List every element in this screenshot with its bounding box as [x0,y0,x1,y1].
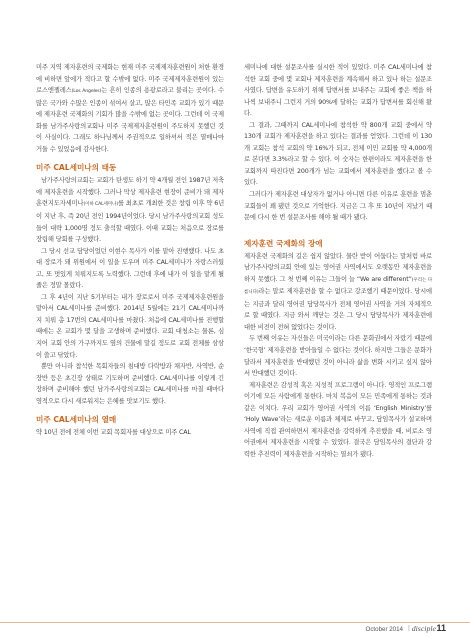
section-heading: 미주 CAL세미나의 열매 [36,415,117,425]
right-column [244,62,432,461]
paragraph: 그 후 4년이 지난 5기부터는 내가 장로로서 미주 국제제자훈련원을 맡아서 CAL세미나를 준비했다. 2014년 5월에는 21기 CAL세미나까지 치뤄 총 17번의 CAL세미나를 마쳤다. 처음에 CAL세미나를 진행할 때에는 온 교회가 몇 달을 고생하며 준비했다. 교회 대청소는 물론, 심지어 교회 안의 가구까지도 옆의 건물에 말길 정도로 교회 전체를 삼삼이 쓸고 닦았다. [36,293,224,359]
issue-date: October 2014 [365,626,403,633]
section-heading: 미주 CAL세미나의 태동 [36,163,117,173]
page-number: 11 [436,623,446,633]
paragraph: 그러다가 제자훈련 대상자가 없거나 아니면 다른 이유로 훈련을 멈춘 교회들이 꽤 됐던 것으로 기억한다. 지금은 그 후 또 10년이 지났기 때문에 다시 한 번 설문조사를 해야 될 때가 됐다. [244,191,432,222]
paragraph: 세미나에 대한 설문조사를 실시한 적이 있었다. 미주 CAL세미나에 참석한 교회 중에 몇 교회나 제자훈련을 계속해서 하고 있나 하는 설문조사였다. 답변을 유도하기 위해 답변서를 보내주는 교회에 좋은 책을 하나씩 보내주니 그런지 거의 90%에 달하는 교회가 답변서를 회신해 왔다. [244,64,432,118]
section-heading: 제자훈련 국제화의 장애 [244,238,323,248]
paragraph: 뿐만 아니라 참석한 목회자들의 침대방 다락방과 채자반, 사역반, 순장반 등은 초긴장 상태로 기도하며 준비했다. CAL세미나를 이렇게 긴장하며 준비해야 했던 남가주사랑의교회는 CAL세미나를 마칠 때마다 영적으로 다시 새로워지는 은혜를 맛보기도 했다. [36,363,224,405]
paragraph: 그 당시 선교 담당이었던 이현수 목사가 이를 맡아 진행했다. 나도 초대 장로가 돼 위원에서 이 일을 도우며 미주 CAL세미나가 자랑스러웠고, 또 멋있게 치뤄지도록 노력했다. 그런데 후에 내가 이 일을 맡게 될 줄은 정말 몰랐다. [36,247,224,290]
footer-rule [0,622,470,623]
paragraph: 남가주사랑의교회는 교회가 탄생도 하기 약 4개월 전인 1987년 저축에 제자훈련을 시작했다. 그러나 막상 제자훈련 현장이 준비가 돼 제자훈련지도자세미나(이하 CAL세미나)를 최초로 개최한 것은 창립 이후 약 6년이 지난 후, 즉 20년 전인 1994년이었다. 당시 남가주사랑의교회 성도들이 대략 1,000명 정도 출석할 때였다. 이때 교회는 처음으로 장로를 장립해 당회를 구성했다. [36,177,225,244]
paragraph: 약 10년 전에 전체 이번 교회 목회자를 대상으로 미주 CAL [36,429,191,437]
paragraph: 제자훈련 국제화의 길은 쉽지 않았다. 물란 받이 어둡다는 말처럼 바로 남가주사랑의교회 안에 있는 영어권 사역에서도 오랫동안 제자훈련을 하지 못했다. 그 첫 번째 이유는 그들이 늘 “We are different”(우리는 다릅니다)라는 말로 제자훈련을 할 수 없다고 강조했기 때문이었다. 당시에는 지금과 달리 영어권 담당목사가 전체 영어권 사역을 거의 자체적으로 할 때였다. 지금 와서 깨닫는 것은 그 당시 담당목사가 제자훈련에 대한 비전이 전혀 없었다는 것이다. [244,252,432,331]
magazine-name: disciple [411,624,436,633]
paragraph: 미주 지역 제자훈련의 국제화는 현재 미주 국제제자훈련원이 처한 환경에 비하면 앞에가 적다고 할 수밖에 없다. 미주 국제제자훈련원이 있는 로스엔젤레스(Los Angeles)는 흔히 인종의 용광로라고 불리는 곳이다. 수많은 국가와 수많은 인종이 섞여서 살고, 많은 타민족 교회가 있기 때문에 제자훈련 국제화의 기회가 많을 수밖에 없는 곳이다. 그런데 이 국제화를 남가주사랑의교회나 미주 국제제자훈련원이 주도하지 못했던 것이 사실이다. 그래도 하나님께서 주권적으로 일하셔서 적은 열매나마 거둘 수 있었음에 감사한다. [36,64,224,153]
left-column [36,62,224,439]
footer-separator: | [407,625,410,632]
paragraph: 그 결과, 그때까지 CAL세미나에 참석한 약 800개 교회 중에서 약 130개 교회가 제자훈련을 하고 있다는 결과를 얻었다. 그런데 이 130개 교회는 참석 교회의 약 16%가 되고, 전체 이민 교회를 약 4,000개로 본다면 3.3%라고 할 수 있다. 이 숫자는 한편이라도 제자훈련을 한 교회까지 따진다면 200개가 넘는 교회에서 제자훈련을 했다고 볼 수 있다. [244,121,432,187]
paragraph: 제자훈련은 감성적 혹은 지성적 프로그램이 아니다. 영적인 프로그램이기에 모든 사람에게 통한다. 마치 복음이 모든 민족에게 통하는 것과 같은 이치다. 우리 교회가 영어권 사역의 이름 ‘English Ministry’를 ‘Holy Wave’라는 새로운 이름과 체제로 바꾸고, 담임목사가 설교하며 사역에 직접 관여하면서 제자훈련을 강력하게 추진했을 때, 비로소 영어권에서 제자훈련을 시작할 수 있었다. 결국은 담임목사의 결단과 강력한 추진력이 제자훈련을 시작하는 열쇠가 됐다. [244,381,432,458]
page-footer [0,618,470,638]
paragraph: 두 번째 이유는 자신들은 미국이라는 다른 문화권에서 자랐기 때문에 ‘한국형’ 제자훈련을 받아들일 수 없다는 것이다. 하지만 그들은 문화가 달라서 제자훈련을 반대했던 것이 아니라 삶을 변화 시키고 싶지 않아서 반대했던 것이다. [244,335,432,378]
